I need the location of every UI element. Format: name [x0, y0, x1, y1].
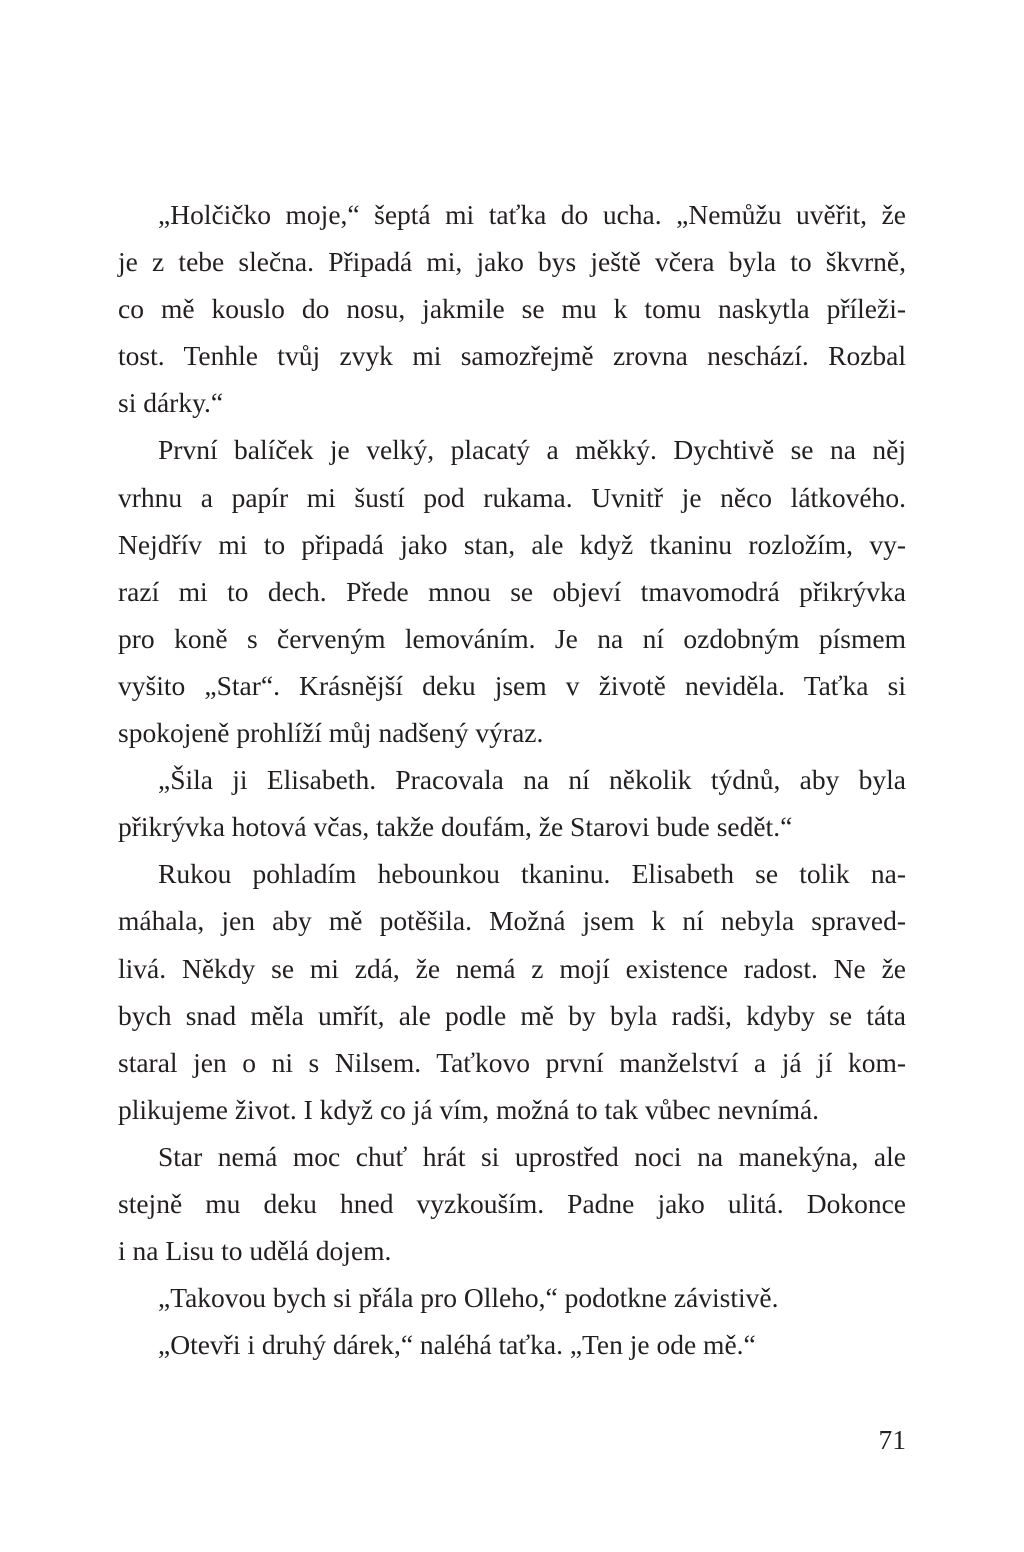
text-line: vrhnu a papír mi šustí pod rukama. Uvnitř je něco látkového.: [118, 481, 906, 513]
text-line: livá. Někdy se mi zdá, že nemá z mojí existence radost. Ne že: [118, 952, 906, 984]
text-line: První balíček je velký, placatý a měkký. Dychtivě se na něj: [158, 434, 906, 466]
page-number: 71: [878, 1424, 906, 1455]
text-line: je z tebe slečna. Připadá mi, jako bys ještě včera byla to škvrně,: [118, 246, 906, 278]
text-line: vyšito „Star“. Krásnější deku jsem v životě neviděla. Taťka si: [118, 669, 906, 701]
text-line: plikujeme život. I když co já vím, možná to tak vůbec nevnímá.: [118, 1093, 820, 1125]
paragraph: [118, 191, 906, 426]
body-text: [118, 191, 906, 1368]
paragraph: [118, 1133, 906, 1274]
text-line: stejně mu deku hned vyzkouším. Padne jako ulitá. Dokonce: [118, 1187, 906, 1219]
paragraph: [118, 1321, 906, 1368]
text-line: „Holčičko moje,“ šeptá mi taťka do ucha. „Nemůžu uvěřit, že: [158, 199, 906, 230]
paragraph: [118, 426, 906, 756]
text-line: i na Lisu to udělá dojem.: [118, 1235, 392, 1267]
text-line: spokojeně prohlíží můj nadšený výraz.: [118, 717, 544, 749]
text-line: máhala, jen aby mě potěšila. Možná jsem k ní nebyla spraved-: [118, 905, 906, 937]
text-line: přikrývka hotová včas, takže doufám, že Starovi bude sedět.“: [118, 811, 793, 843]
text-line: bych snad měla umřít, ale podle mě by byla radši, kdyby se táta: [118, 999, 906, 1031]
paragraph: [118, 756, 906, 850]
paragraph: [118, 1274, 906, 1321]
text-line: Star nemá moc chuť hrát si uprostřed noci na manekýna, ale: [158, 1140, 906, 1172]
text-line: co mě kouslo do nosu, jakmile se mu k tomu naskytla příleži-: [118, 293, 906, 325]
text-line: razí mi to dech. Přede mnou se objeví tmavomodrá přikrývka: [118, 575, 906, 607]
text-line: staral jen o ni s Nilsem. Taťkovo první manželství a já jí kom-: [118, 1046, 906, 1078]
paragraph: [118, 850, 906, 1133]
text-line: „Otevři i druhý dárek,“ naléhá taťka. „Ten je ode mě.“: [158, 1329, 756, 1361]
text-line: pro koně s červeným lemováním. Je na ní ozdobným písmem: [118, 622, 906, 654]
text-line: Rukou pohladím hebounkou tkaninu. Elisabeth se tolik na-: [158, 858, 906, 890]
text-line: tost. Tenhle tvůj zvyk mi samozřejmě zrovna neschází. Rozbal: [118, 340, 906, 372]
text-line: si dárky.“: [118, 387, 224, 419]
text-line: „Takovou bych si přála pro Olleho,“ podotkne závistivě.: [158, 1282, 779, 1314]
text-line: Nejdřív mi to připadá jako stan, ale když tkaninu rozložím, vy-: [118, 528, 906, 560]
text-line: „Šila ji Elisabeth. Pracovala na ní několik týdnů, aby byla: [158, 764, 906, 796]
